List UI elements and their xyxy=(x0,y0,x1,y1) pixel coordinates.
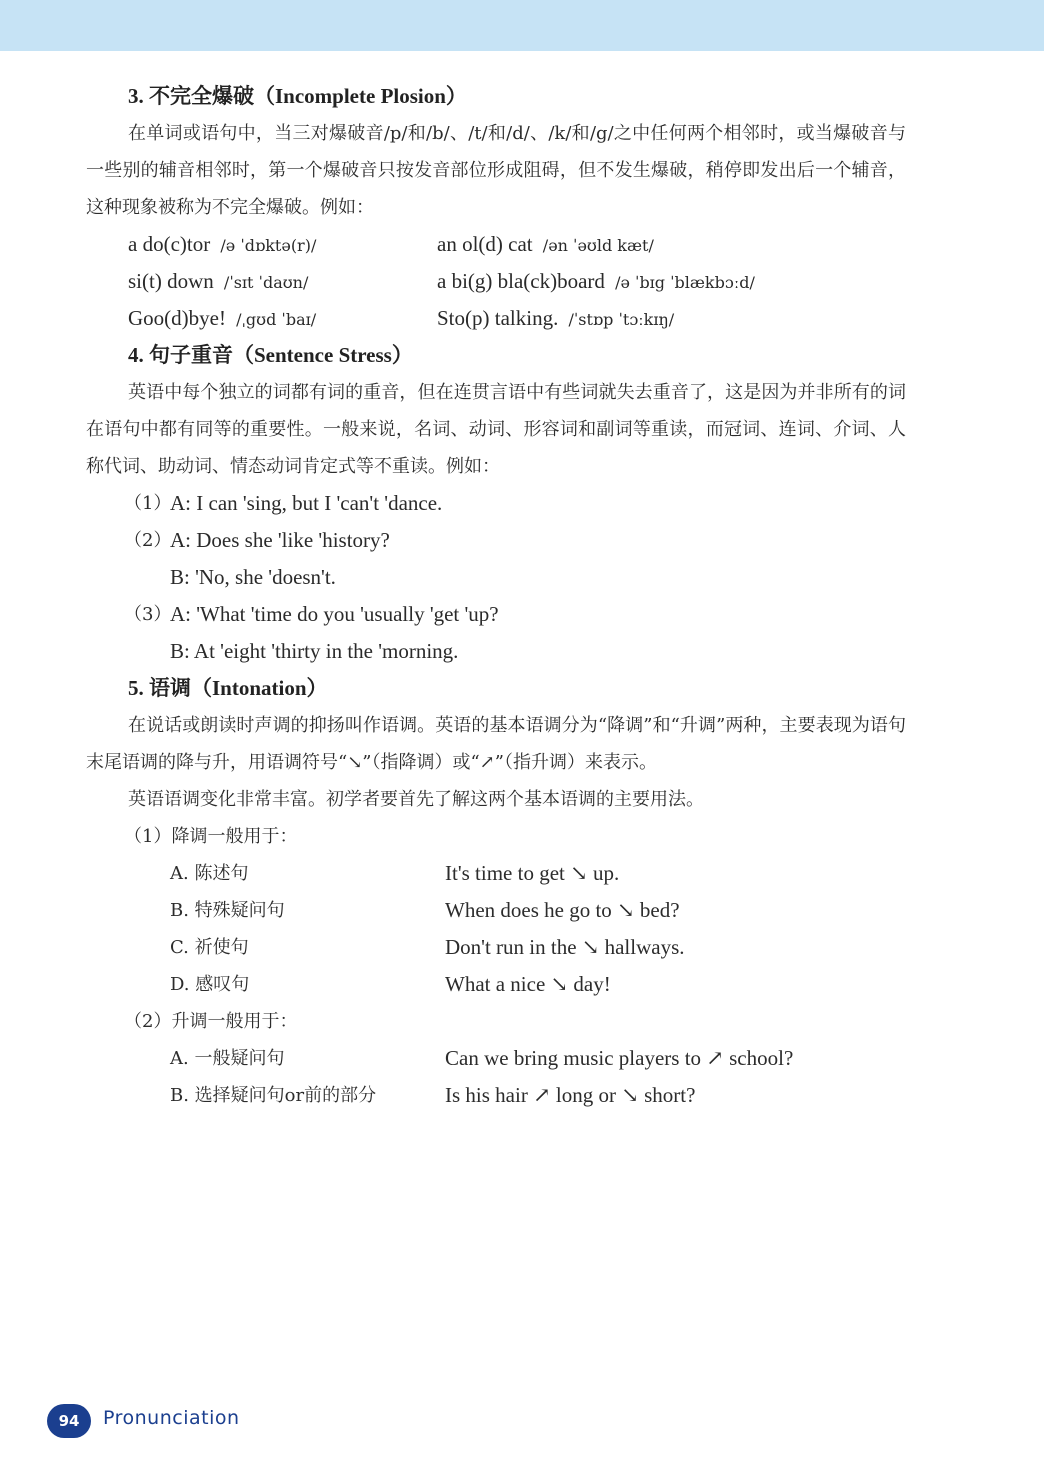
section-4-paragraph: 英语中每个独立的词都有词的重音，但在连贯言语中有些词就失去重音了，这是因为并非所有的词在语句中都有同等的重要性。一般来说，名词、动词、形容词和副词等重读，而冠词、连词、介词、人称代词、助动词、情态动词肯定式等不重读。例如： xyxy=(86,382,906,477)
section-5-heading: 5. 语调（Intonation） xyxy=(128,676,328,700)
tone-example: Can we bring music players to ↗ school? xyxy=(445,1046,794,1070)
example-row xyxy=(86,263,906,300)
section-3-heading: 3. 不完全爆破（Incomplete Plosion） xyxy=(128,84,467,108)
dialog-line xyxy=(86,559,906,596)
example-row xyxy=(86,300,906,337)
example-ipa: /ˌgʊd ˈbaɪ/ xyxy=(236,310,317,329)
tone-row xyxy=(86,1077,906,1114)
dialog-text: A: 'What 'time do you 'usually 'get 'up? xyxy=(170,602,499,626)
sentence-type: D. 感叹句 xyxy=(170,974,250,995)
dialog-line xyxy=(86,596,906,633)
example-row xyxy=(86,226,906,263)
tone-example: Don't run in the ↘ hallways. xyxy=(445,935,685,959)
example-word: si(t) down xyxy=(128,269,214,293)
sentence-type: A. 一般疑问句 xyxy=(170,1048,285,1069)
falling-tone-list xyxy=(86,855,906,1003)
tone-example: When does he go to ↘ bed? xyxy=(445,898,680,922)
example-ipa: /ən ˈəʊld kæt/ xyxy=(542,236,654,255)
page-number-badge: 94 xyxy=(47,1404,91,1438)
tone-row xyxy=(86,892,906,929)
tone-example: What a nice ↘ day! xyxy=(445,972,611,996)
tone-row xyxy=(86,966,906,1003)
dialog-number: （2） xyxy=(124,530,172,551)
stress-dialogs xyxy=(86,485,906,670)
falling-tone-label: （1）降调一般用于： xyxy=(124,826,298,847)
tone-row xyxy=(86,1040,906,1077)
example-word: a do(c)tor xyxy=(128,232,211,256)
tone-example: Is his hair ↗ long or ↘ short? xyxy=(445,1083,696,1107)
example-word: Goo(d)bye! xyxy=(128,306,226,330)
section-3-paragraph: 在单词或语句中，当三对爆破音/p/和/b/、/t/和/d/、/k/和/g/之中任何两个相邻时，或当爆破音与一些别的辅音相邻时，第一个爆破音只按发音部位形成阻碍，但不发生爆破，稍停即发出后一个辅音，这种现象被称为不完全爆破。例如： xyxy=(86,123,906,218)
example-word: a bi(g) bla(ck)board xyxy=(437,269,605,293)
tone-row xyxy=(86,855,906,892)
dialog-line xyxy=(86,485,906,522)
section-5-paragraph-2: 英语语调变化非常丰富。初学者要首先了解这两个基本语调的主要用法。 xyxy=(128,789,704,810)
sentence-type: A. 陈述句 xyxy=(170,863,249,884)
example-word: Sto(p) talking. xyxy=(437,306,559,330)
tone-example: It's time to get ↘ up. xyxy=(445,861,620,885)
sentence-type: C. 祈使句 xyxy=(170,937,249,958)
dialog-text: B: 'No, she 'doesn't. xyxy=(170,565,336,589)
section-label: Pronunciation xyxy=(103,1407,240,1429)
example-word: an ol(d) cat xyxy=(437,232,533,256)
header-band xyxy=(0,0,1044,51)
dialog-text: A: Does she 'like 'history? xyxy=(170,528,390,552)
dialog-line xyxy=(86,633,906,670)
dialog-number: （1） xyxy=(124,493,172,514)
example-ipa: /ˈsɪt ˈdaʊn/ xyxy=(223,273,309,292)
section-4-heading: 4. 句子重音（Sentence Stress） xyxy=(128,343,413,367)
example-ipa: /ˈstɒp ˈtɔːkɪŋ/ xyxy=(568,310,675,329)
page-content xyxy=(86,78,906,1114)
sentence-type: B. 特殊疑问句 xyxy=(170,900,285,921)
tone-row xyxy=(86,929,906,966)
sentence-type: B. 选择疑问句or前的部分 xyxy=(170,1085,377,1106)
example-ipa: /ə ˈbɪg ˈblækbɔːd/ xyxy=(615,273,755,292)
dialog-text: A: I can 'sing, but I 'can't 'dance. xyxy=(170,491,443,515)
dialog-text: B: At 'eight 'thirty in the 'morning. xyxy=(170,639,459,663)
example-ipa: /ə ˈdɒktə(r)/ xyxy=(220,236,317,255)
dialog-number: （3） xyxy=(124,604,172,625)
rising-tone-label: （2）升调一般用于： xyxy=(124,1011,298,1032)
rising-tone-list xyxy=(86,1040,906,1114)
dialog-line xyxy=(86,522,906,559)
section-5-paragraph-1: 在说话或朗读时声调的抑扬叫作语调。英语的基本语调分为“降调”和“升调”两种，主要表现为语句末尾语调的降与升，用语调符号“↘”（指降调）或“↗”（指升调）来表示。 xyxy=(86,715,906,773)
plosion-examples xyxy=(86,226,906,337)
